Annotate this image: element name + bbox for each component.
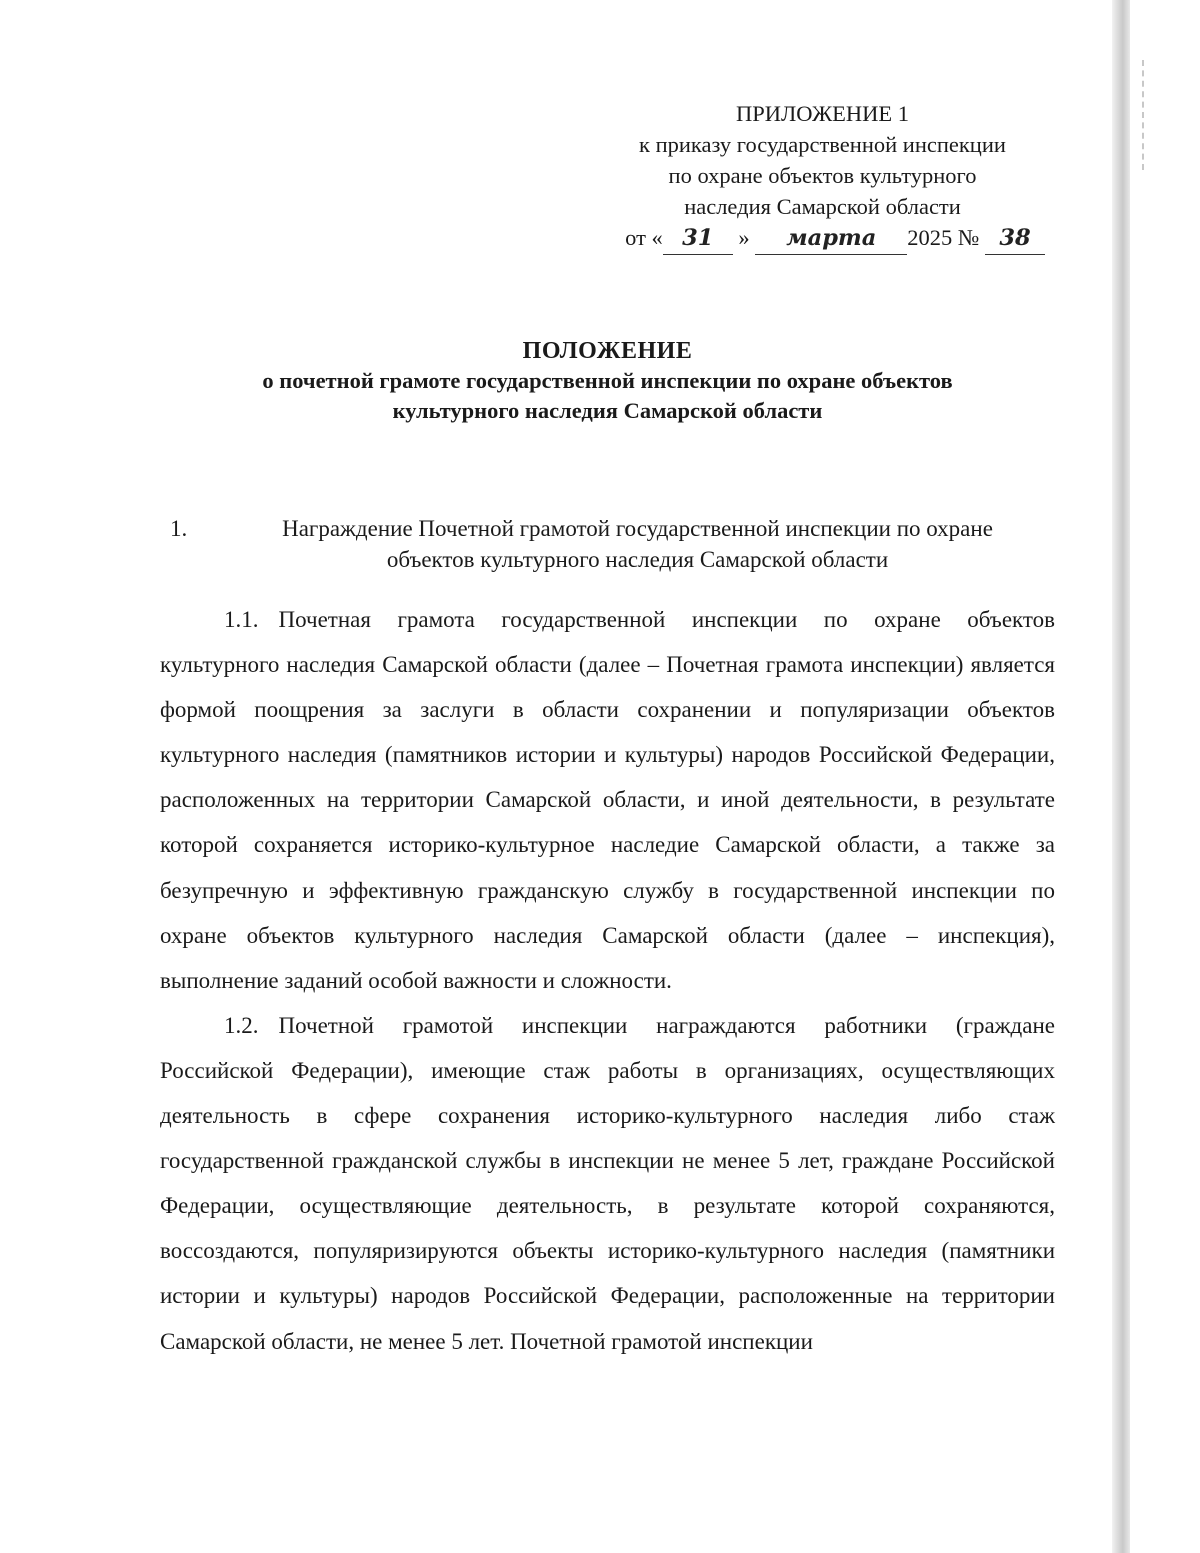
appendix-line-2: по охране объектов культурного [668, 163, 977, 188]
order-number-handwritten: 38 [985, 223, 1045, 255]
title-subtitle-line-1: о почетной грамоте государственной инспекции по охране объектов [262, 368, 953, 393]
order-day-handwritten: 31 [663, 223, 733, 255]
scan-artifact [1142, 60, 1148, 170]
paragraph-text: Почетной грамотой инспекции награждаются работники (граждане Российской Федерации), имеющие стаж работы в организациях, осуществляющих деятельность в сфере сохранения историко-культурного наследия либо стаж государственной гражданской службы в инспекции не менее 5 лет, граждане Российской Федерации, осуществляющие деятельность, в результате которой сохраняются, воссоздаются, популяризируются объекты историко-культурного наследия (памятники истории и культуры) народов Российской Федерации, расположенные на территории Самарской области, не менее 5 лет. Почетной грамотой инспекции [160, 1012, 1055, 1354]
document-title [160, 336, 1055, 426]
section-title-line-2: объектов культурного наследия Самарской области [386, 547, 889, 572]
document-body [160, 597, 1055, 1364]
order-month-handwritten: марта [755, 223, 907, 255]
order-date-line [600, 222, 1045, 255]
section-title-line-1: Награждение Почетной грамотой государственной инспекции по охране [282, 516, 993, 541]
paragraph-number: 1.1. [224, 607, 259, 632]
paragraph-text: Почетная грамота государственной инспекции по охране объектов культурного наследия Самарской области (далее – Почетная грамота инспекции) является формой поощрения за заслуги в области сохранении и популяризации объектов культурного наследия (памятников истории и культуры) народов Российской Федерации, расположенных на территории Самарской области, и иной деятельности, в результате которой сохраняется историко-культурное наследие Самарской области, а также за безупречную и эффективную гражданскую службу в государственной инспекции по охране объектов культурного наследия Самарской области (далее – инспекция), выполнение заданий особой важности и сложности. [160, 607, 1055, 993]
date-year: 2025 № [907, 225, 980, 250]
section-number: 1. [170, 516, 188, 541]
paragraph-number: 1.2. [224, 1012, 259, 1038]
paragraph-1-2 [160, 1003, 1055, 1364]
date-prefix: от « [625, 225, 663, 250]
appendix-line-3: наследия Самарской области [684, 194, 961, 219]
appendix-label: ПРИЛОЖЕНИЕ 1 [736, 101, 909, 126]
appendix-line-1: к приказу государственной инспекции [639, 132, 1006, 157]
date-mid: » [738, 225, 750, 250]
appendix-block [600, 98, 1045, 255]
paragraph-1-1 [160, 597, 1055, 1003]
scan-edge [1112, 0, 1130, 1553]
section-heading [160, 513, 1055, 575]
title-subtitle-line-2: культурного наследия Самарской области [392, 398, 823, 423]
title-heading: ПОЛОЖЕНИЕ [522, 338, 693, 364]
